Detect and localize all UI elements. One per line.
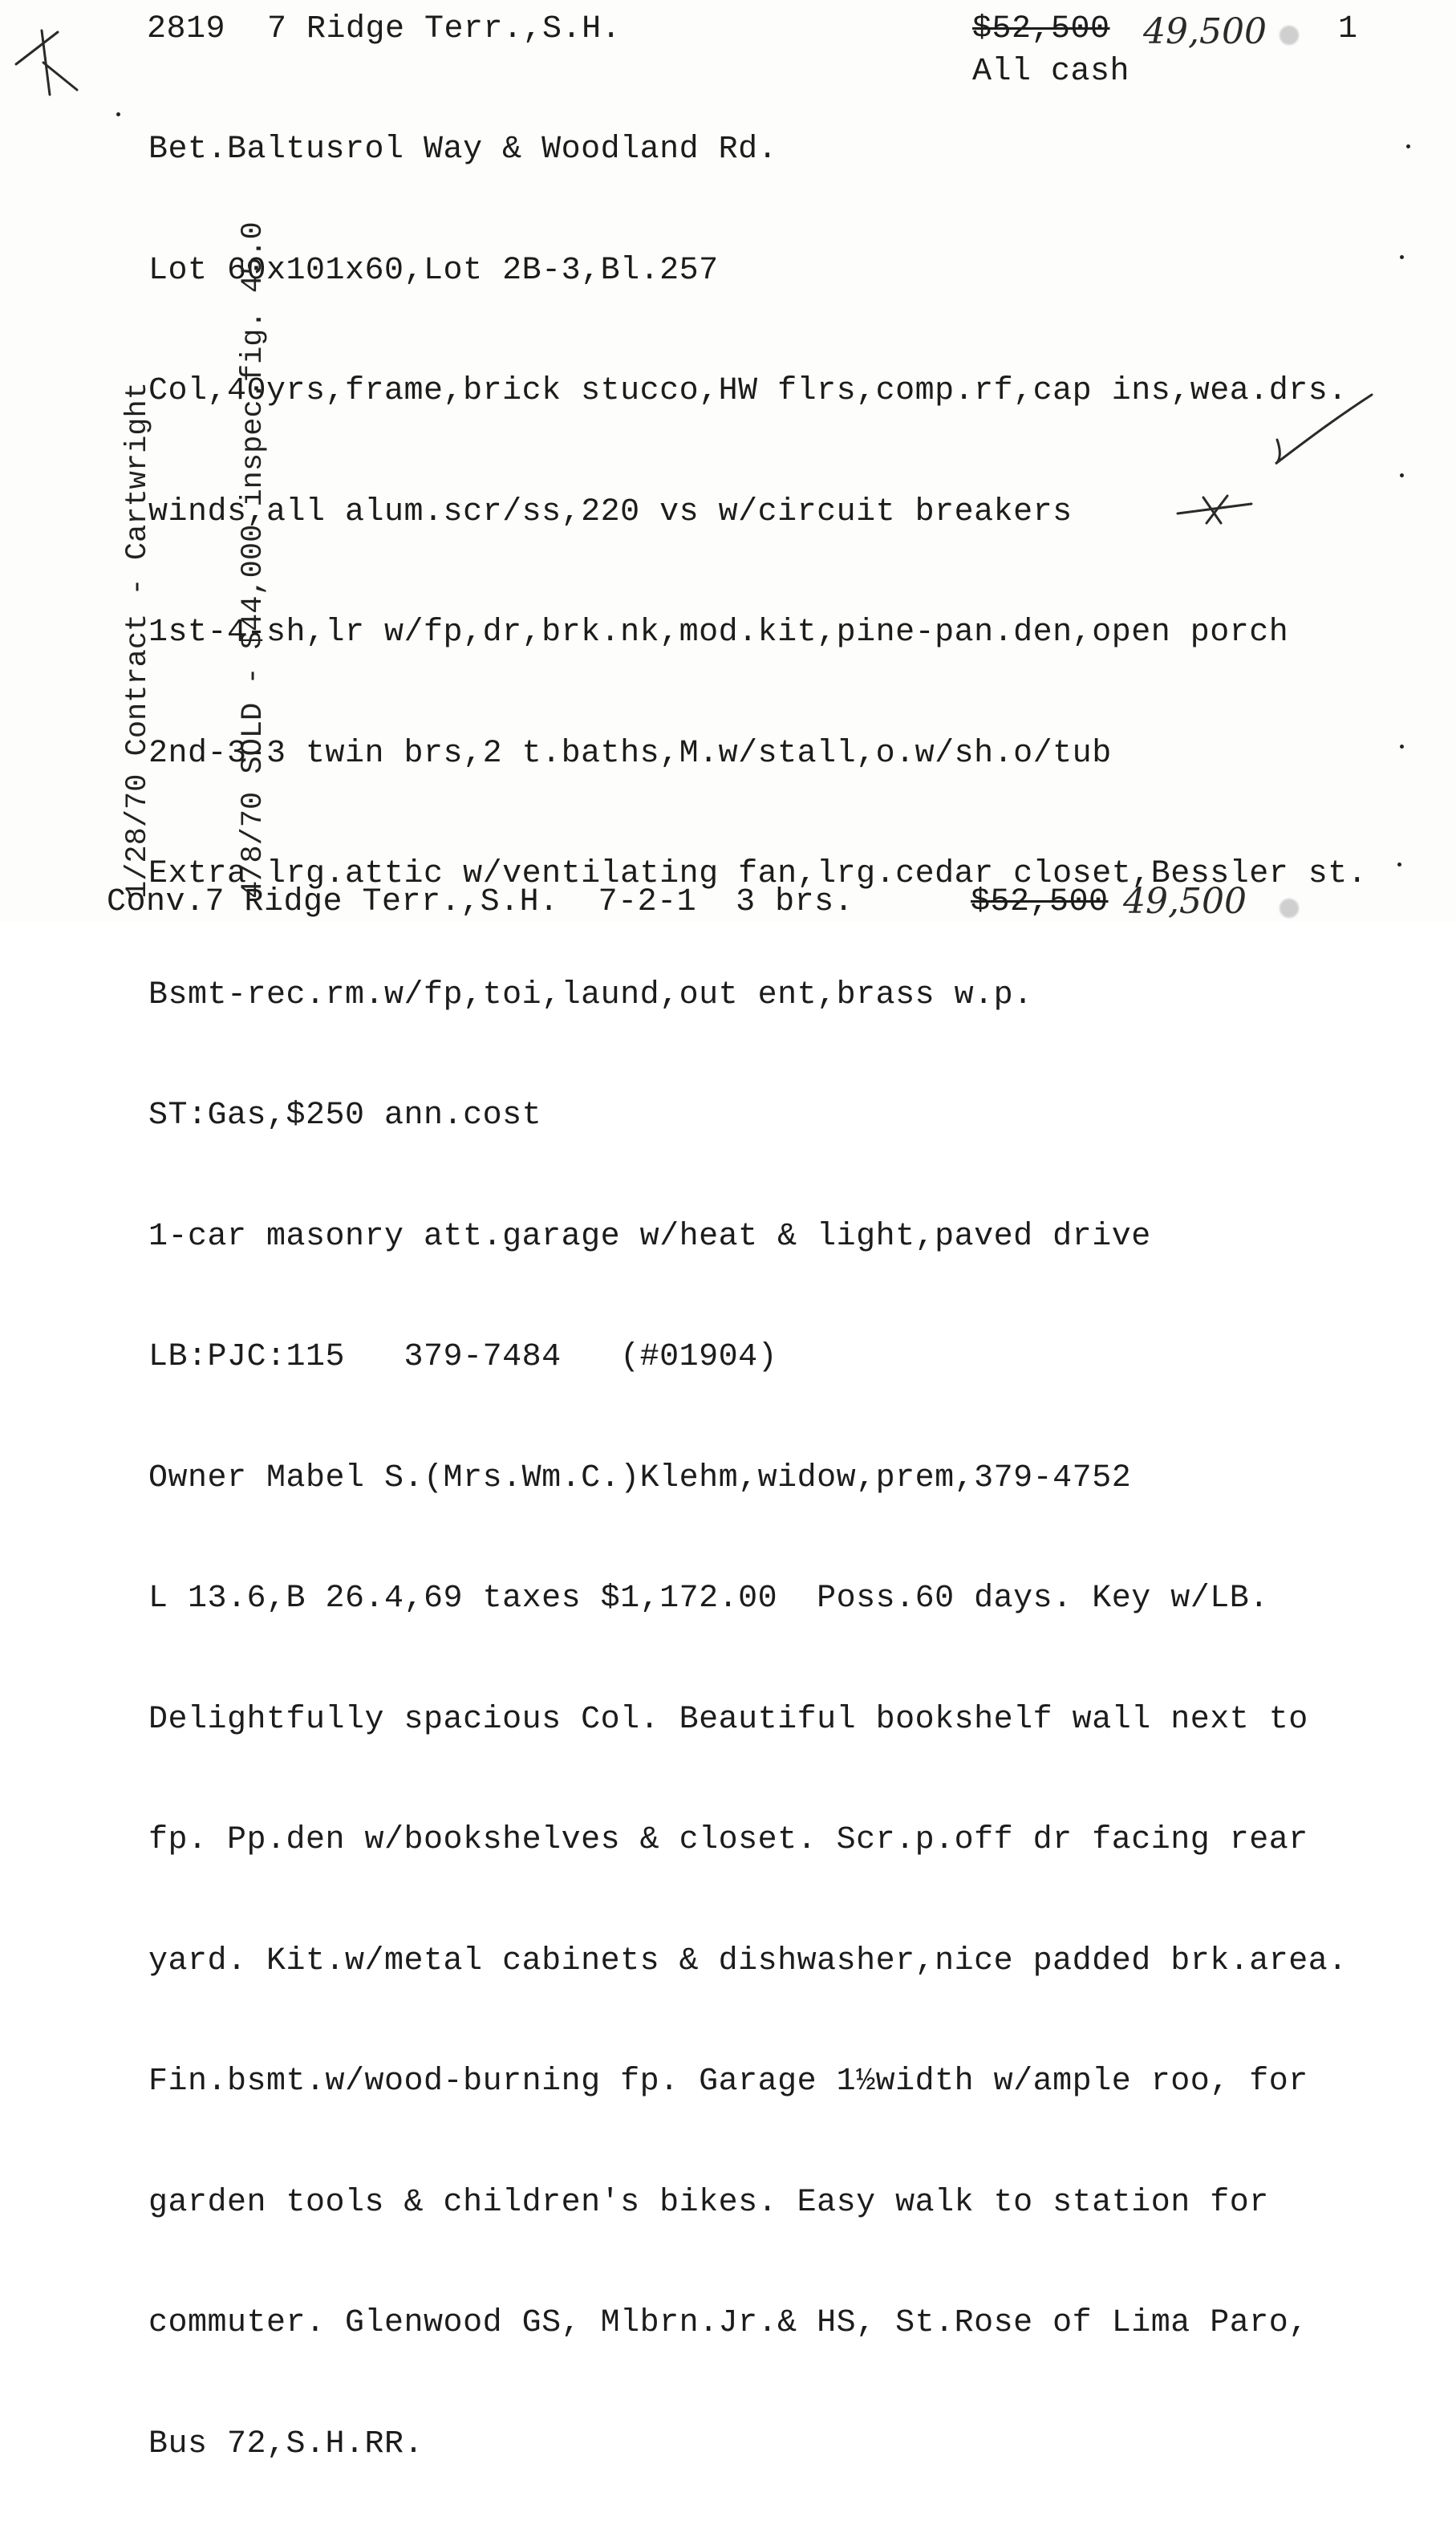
detail-line: L 13.6,B 26.4,69 taxes $1,172.00 Poss.60 days. Key w/LB.: [148, 1581, 1269, 1617]
handwritten-marks: [0, 0, 1456, 922]
footer-original-price: $52,500: [971, 884, 1109, 920]
detail-line: fp. Pp.den w/bookshelves & closet. Scr.p.off dr facing rear: [148, 1822, 1308, 1858]
detail-line: garden tools & children's bikes. Easy walk to station for: [148, 2184, 1269, 2221]
check-mark-icon: [1276, 395, 1372, 464]
detail-line: Bus 72,S.H.RR.: [148, 2425, 424, 2462]
detail-line: Bet.Baltusrol Way & Woodland Rd.: [148, 132, 778, 168]
detail-line: Fin.bsmt.w/wood-burning fp. Garage 1½width w/ample roo, for: [148, 2064, 1308, 2100]
detail-line: Bsmt-rec.rm.w/fp,toi,laund,out ent,brass w.p.: [148, 976, 1033, 1013]
edge-dot: [1400, 473, 1404, 477]
edge-dot: [1400, 745, 1404, 749]
detail-line: 2nd-3-3 twin brs,2 t.baths,M.w/stall,o.w/sh.o/tub: [148, 735, 1112, 772]
revised-price-handwritten: 49,500: [1143, 11, 1267, 52]
original-price: $52,500: [972, 11, 1110, 47]
detail-line: Delightfully spacious Col. Beautiful bookshelf wall next to: [148, 1701, 1308, 1738]
card-number: 1: [1338, 11, 1358, 47]
footer-summary: Conv.7 Ridge Terr.,S.H. 7-2-1 3 brs.: [107, 884, 854, 920]
detail-line: LB:PJC:115 379-7484 (#01904): [148, 1339, 778, 1375]
listing-number: 2819: [147, 11, 226, 47]
detail-line: 1-car masonry att.garage w/heat & light,paved drive: [148, 1218, 1151, 1255]
x-mark-icon: [1178, 496, 1251, 523]
detail-line: Extra lrg.attic w/ventilating fan,lrg.cedar closet,Bessler st.: [148, 856, 1368, 892]
footer-revised-price-handwritten: 49,500: [1123, 881, 1247, 922]
edge-dot: [116, 112, 120, 116]
detail-line: Col,40yrs,frame,brick stucco,HW flrs,comp.rf,cap ins,wea.drs.: [148, 373, 1348, 409]
terms: All cash: [972, 54, 1130, 90]
detail-line: yard. Kit.w/metal cabinets & dishwasher,nice padded brk.area.: [148, 1942, 1348, 1979]
detail-line: ST:Gas,$250 ann.cost: [148, 1098, 542, 1134]
k-mark-icon: [16, 30, 77, 95]
detail-line: Lot 60x101x60,Lot 2B-3,Bl.257: [148, 252, 719, 289]
edge-dot: [1397, 863, 1401, 867]
edge-dot: [1406, 144, 1410, 148]
edge-dot: [1400, 255, 1404, 259]
detail-line: Owner Mabel S.(Mrs.Wm.C.)Klehm,widow,prem,379-4752: [148, 1459, 1132, 1496]
detail-line: commuter. Glenwood GS, Mlbrn.Jr.& HS, St.Rose of Lima Paro,: [148, 2305, 1308, 2341]
listing-address: 7 Ridge Terr.,S.H.: [267, 11, 622, 47]
detail-line: 1st-4-sh,lr w/fp,dr,brk.nk,mod.kit,pine-pan.den,open porch: [148, 615, 1289, 651]
sold-note: 4/8/70 SOLD - $44,000 inspec.fig. 45.0: [237, 221, 270, 899]
contract-note: 1/28/70 Contract - Cartwright: [121, 382, 155, 899]
detail-line: winds,all alum.scr/ss,220 vs w/circuit breakers: [148, 493, 1073, 530]
